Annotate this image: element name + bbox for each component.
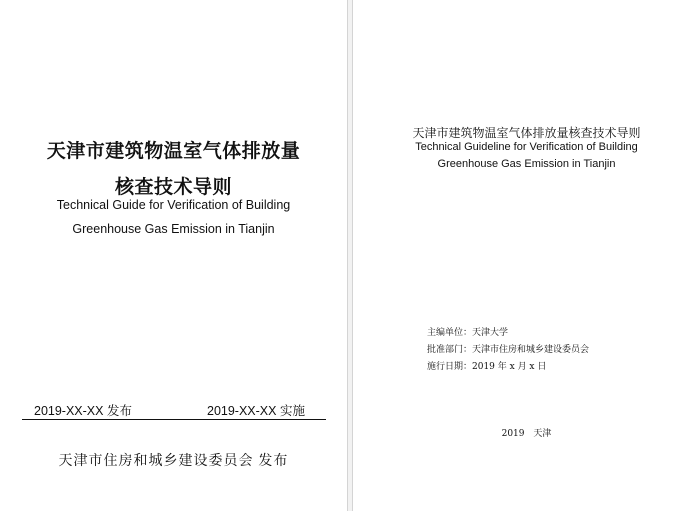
approving-department: 批准部门：天津市住房和城乡建设委员会 (427, 345, 590, 355)
cover-title-cn-line1: 天津市建筑物温室气体排放量 (46, 141, 301, 162)
title-page-en-line2: Greenhouse Gas Emission in Tianjin (437, 158, 616, 170)
cover-title-cn-line2: 核查技术导则 (114, 177, 232, 198)
title-page-cn-title: 天津市建筑物温室气体排放量核查技术导则 (412, 126, 641, 140)
title-page-footer: 2019 天津 (501, 429, 552, 439)
cover-page (0, 0, 348, 511)
cover-title-en-line2: Greenhouse Gas Emission in Tianjin (72, 222, 275, 236)
publisher-line: 天津市住房和城乡建设委员会 发布 (58, 452, 289, 468)
cover-divider (22, 419, 326, 420)
cover-title-en-line1: Technical Guide for Verification of Building (56, 198, 291, 212)
effective-date: 施行日期：2019 年 x 月 x 日 (427, 362, 547, 372)
title-page (352, 0, 700, 511)
title-page-en-line1: Technical Guideline for Verification of Building (415, 141, 638, 153)
issue-date: 2019-XX-XX 发布 (34, 404, 132, 418)
implementation-date: 2019-XX-XX 实施 (207, 404, 305, 418)
chief-editor-unit: 主编单位：天津大学 (427, 328, 509, 338)
